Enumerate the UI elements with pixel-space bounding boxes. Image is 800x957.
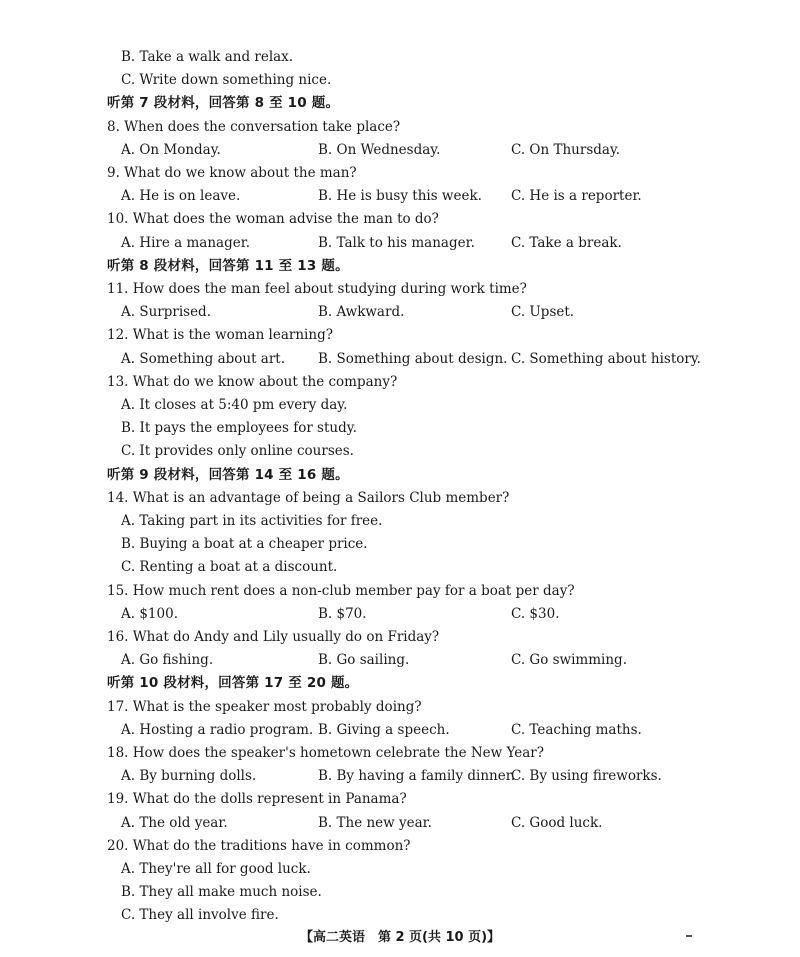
answer-option: A. Taking part in its activities for free.: [121, 513, 383, 529]
answer-option: B. Talk to his manager.: [318, 235, 475, 251]
answer-option: A. Surprised.: [121, 304, 211, 320]
question-stem: 20. What do the traditions have in common?: [107, 838, 411, 854]
section-instruction: 听第 7 段材料，回答第 8 至 10 题。: [107, 95, 340, 111]
question-stem: 8. When does the conversation take place?: [107, 119, 401, 135]
answer-option: C. Good luck.: [511, 815, 603, 831]
answer-option: C. Write down something nice.: [121, 72, 332, 88]
answer-options-row: [121, 187, 741, 205]
answer-option: A. Something about art.: [121, 351, 286, 367]
answer-option: A. On Monday.: [121, 142, 221, 158]
answer-option: B. On Wednesday.: [318, 142, 441, 158]
answer-option: A. They're all for good luck.: [121, 861, 311, 877]
answer-option: A. The old year.: [121, 815, 228, 831]
answer-option: C. They all involve fire.: [121, 907, 279, 923]
answer-option: B. The new year.: [318, 815, 432, 831]
answer-option: B. Go sailing.: [318, 652, 410, 668]
question-stem: 16. What do Andy and Lily usually do on Friday?: [107, 629, 440, 645]
answer-option: B. Take a walk and relax.: [121, 49, 294, 65]
answer-options-row: [121, 141, 741, 159]
answer-options-row: [121, 767, 741, 785]
question-stem: 14. What is an advantage of being a Sailors Club member?: [107, 490, 510, 506]
answer-option: C. Something about history.: [511, 351, 701, 367]
answer-option: B. Buying a boat at a cheaper price.: [121, 536, 368, 552]
answer-options-row: [121, 303, 741, 321]
print-mark: [686, 935, 692, 937]
answer-option: A. By burning dolls.: [121, 768, 257, 784]
answer-option: C. By using fireworks.: [511, 768, 662, 784]
answer-option: A. $100.: [121, 606, 178, 622]
section-instruction: 听第 8 段材料，回答第 11 至 13 题。: [107, 258, 349, 274]
question-stem: 17. What is the speaker most probably doing?: [107, 699, 422, 715]
question-stem: 19. What do the dolls represent in Panama?: [107, 791, 407, 807]
answer-option: B. Something about design.: [318, 351, 508, 367]
answer-option: A. Hire a manager.: [121, 235, 250, 251]
section-instruction: 听第 9 段材料，回答第 14 至 16 题。: [107, 467, 349, 483]
answer-option: A. Hosting a radio program.: [121, 722, 314, 738]
question-stem: 12. What is the woman learning?: [107, 327, 333, 343]
answer-options-row: [121, 721, 741, 739]
answer-option: C. Teaching maths.: [511, 722, 642, 738]
answer-options-row: [121, 234, 741, 252]
answer-option: A. Go fishing.: [121, 652, 214, 668]
answer-option: B. By having a family dinner.: [318, 768, 515, 784]
answer-option: C. Go swimming.: [511, 652, 627, 668]
answer-options-row: [121, 814, 741, 832]
question-stem: 11. How does the man feel about studying during work time?: [107, 281, 527, 297]
answer-option: C. On Thursday.: [511, 142, 621, 158]
question-stem: 18. How does the speaker's hometown celebrate the New Year?: [107, 745, 544, 761]
section-instruction: 听第 10 段材料，回答第 17 至 20 题。: [107, 675, 359, 691]
answer-option: B. It pays the employees for study.: [121, 420, 357, 436]
question-stem: 15. How much rent does a non-club member pay for a boat per day?: [107, 583, 575, 599]
answer-option: B. He is busy this week.: [318, 188, 482, 204]
answer-options-row: [121, 651, 741, 669]
answer-option: C. Renting a boat at a discount.: [121, 559, 338, 575]
answer-option: B. They all make much noise.: [121, 884, 322, 900]
answer-option: C. It provides only online courses.: [121, 443, 354, 459]
answer-option: C. Upset.: [511, 304, 575, 320]
answer-option: B. $70.: [318, 606, 367, 622]
answer-option: C. Take a break.: [511, 235, 622, 251]
answer-option: B. Awkward.: [318, 304, 405, 320]
answer-option: C. He is a reporter.: [511, 188, 642, 204]
answer-options-row: [121, 350, 741, 368]
page-footer: 【高二英语 第 2 页(共 10 页)】: [299, 930, 501, 945]
answer-option: A. He is on leave.: [121, 188, 241, 204]
answer-options-row: [121, 605, 741, 623]
answer-option: B. Giving a speech.: [318, 722, 450, 738]
answer-option: A. It closes at 5:40 pm every day.: [121, 397, 348, 413]
question-stem: 10. What does the woman advise the man to do?: [107, 211, 439, 227]
question-stem: 9. What do we know about the man?: [107, 165, 357, 181]
question-stem: 13. What do we know about the company?: [107, 374, 398, 390]
answer-option: C. $30.: [511, 606, 560, 622]
